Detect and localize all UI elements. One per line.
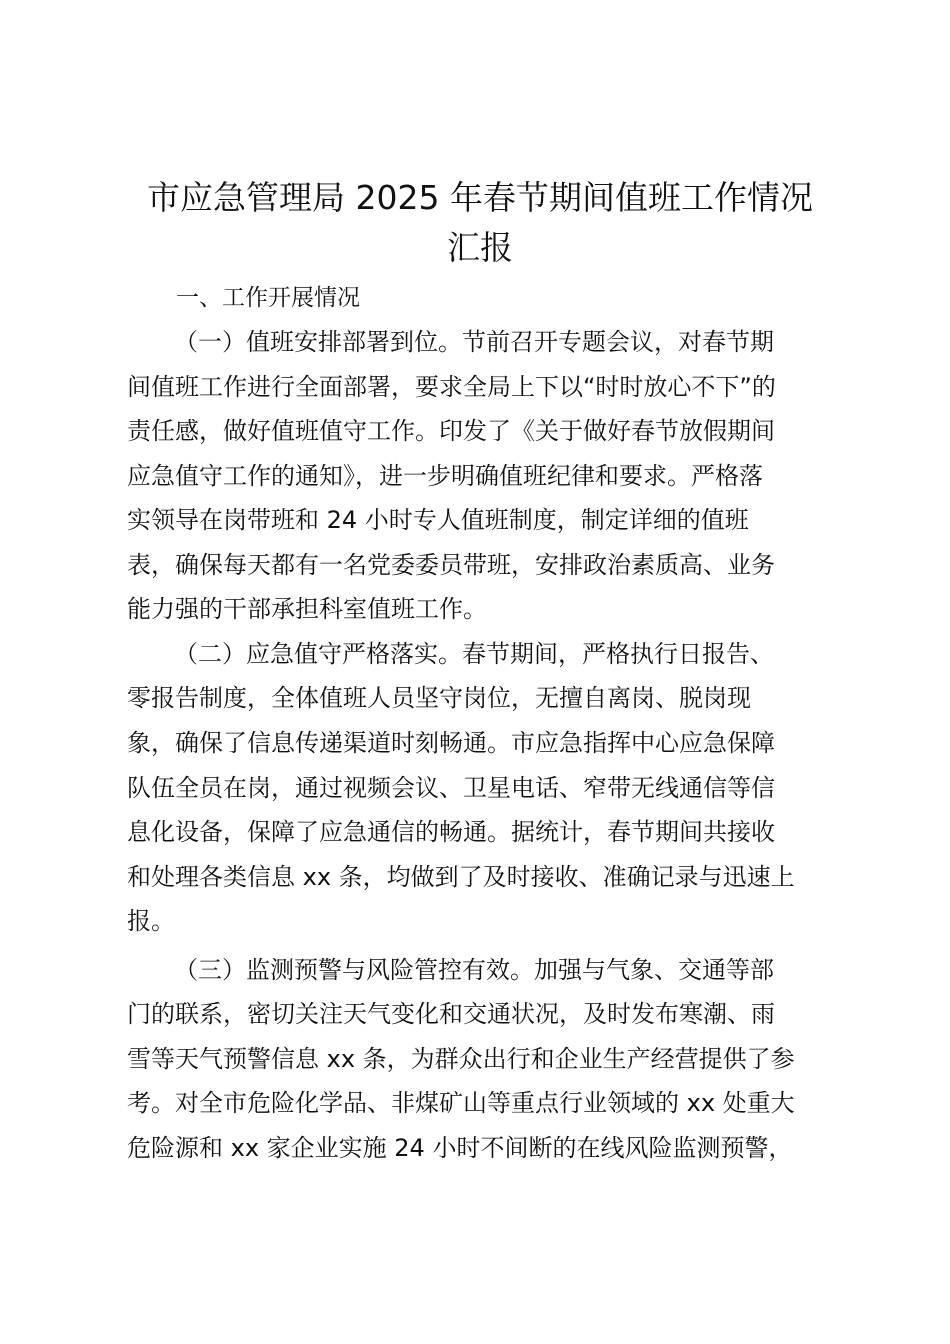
paragraph-2-line-4: 队伍全员在岗，通过视频会议、卫星电话、窄带无线通信等信: [127, 774, 775, 802]
paragraph-1-line-2: 间值班工作进行全面部署，要求全局上下以“时时放心不下”的: [127, 373, 776, 401]
document-title-line-2: 汇报: [447, 228, 513, 267]
paragraph-3-line-5: 危险源和 xx 家企业实施 24 小时不间断的在线风险监测预警，: [127, 1134, 793, 1162]
paragraph-2-line-1: （二）应急值守严格落实。春节期间，严格执行日报告、: [174, 640, 774, 668]
paragraph-1-line-1: （一）值班安排部署到位。节前召开专题会议，对春节期: [174, 328, 774, 356]
paragraph-2-line-2: 零报告制度，全体值班人员坚守岗位，无擅自离岗、脱岗现: [127, 684, 751, 712]
paragraph-2-line-7: 报。: [127, 907, 175, 935]
paragraph-3-line-1: （三）监测预警与风险管控有效。加强与气象、交通等部: [174, 956, 774, 984]
paragraph-1-line-4: 应急值守工作的通知》，进一步明确值班纪律和要求。严格落: [127, 462, 763, 490]
paragraph-2-line-3: 象，确保了信息传递渠道时刻畅通。市应急指挥中心应急保障: [127, 729, 775, 757]
paragraph-1-line-7: 能力强的干部承担科室值班工作。: [127, 595, 487, 623]
paragraph-1-line-5: 实领导在岗带班和 24 小时专人值班制度，制定详细的值班: [127, 506, 749, 534]
paragraph-2-line-6: 和处理各类信息 xx 条，均做到了及时接收、准确记录与迅速上: [127, 863, 795, 891]
section-heading: 一、工作开展情况: [176, 285, 360, 311]
paragraph-3-line-4: 考。对全市危险化学品、非煤矿山等重点行业领域的 xx 处重大: [127, 1089, 795, 1117]
paragraph-1-line-6: 表，确保每天都有一名党委委员带班，安排政治素质高、业务: [127, 551, 775, 579]
paragraph-3-line-3: 雪等天气预警信息 xx 条，为群众出行和企业生产经营提供了参: [127, 1045, 795, 1073]
paragraph-3-line-2: 门的联系，密切关注天气变化和交通状况，及时发布寒潮、雨: [127, 1000, 775, 1028]
document-title-line-1: 市应急管理局 2025 年春节期间值班工作情况: [147, 178, 813, 217]
paragraph-2-line-5: 息化设备，保障了应急通信的畅通。据统计，春节期间共接收: [127, 818, 775, 846]
paragraph-1-line-3: 责任感，做好值班值守工作。印发了《关于做好春节放假期间: [127, 417, 775, 445]
